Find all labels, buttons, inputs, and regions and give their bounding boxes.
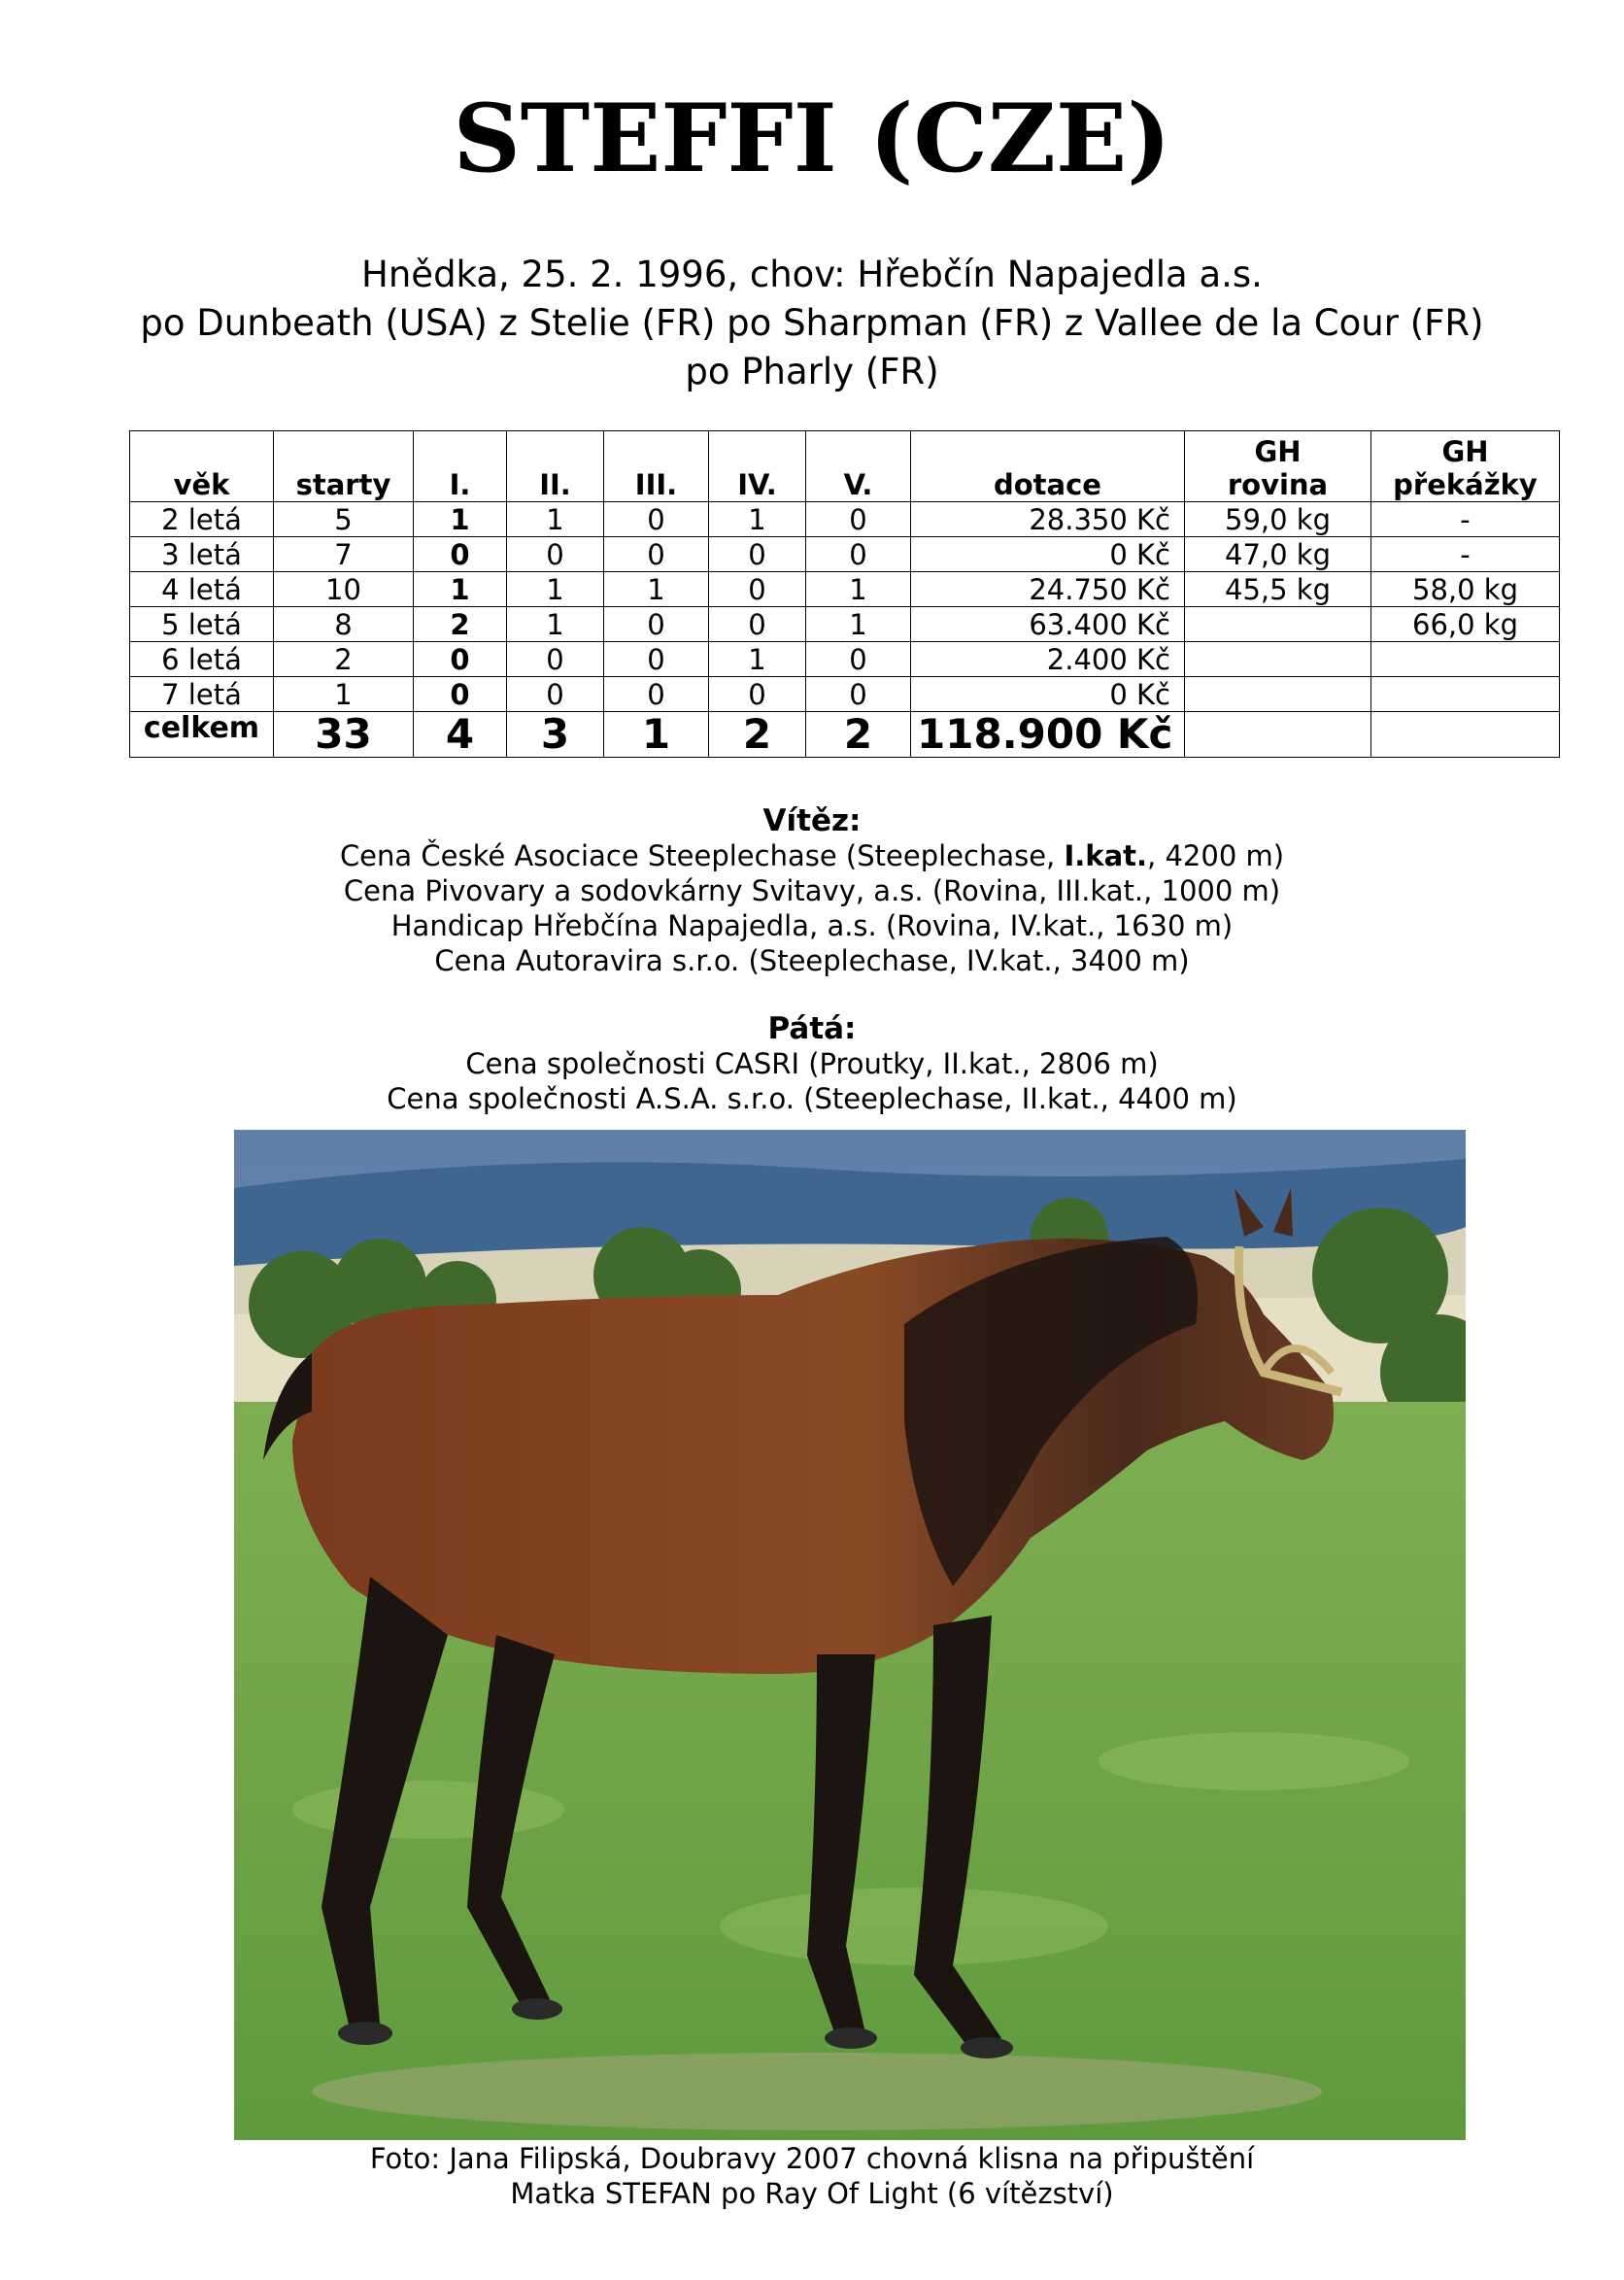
table-row (130, 642, 1560, 677)
cell-starts: 2 (274, 642, 414, 677)
cell-gh-jump: - (1371, 537, 1560, 572)
col-starts: starty (274, 431, 414, 502)
cell-place-2: 1 (507, 607, 604, 642)
col-gh-jump-line1: GH (1441, 435, 1489, 468)
col-gh-flat-line2: rovina (1227, 468, 1329, 501)
cell-place-4: 0 (709, 677, 806, 712)
fifth-place-line: Cena společnosti CASRI (Proutky, II.kat., 2806 m) (465, 1047, 1159, 1080)
cell-age: 5 letá (130, 607, 274, 642)
cell-place-3: 0 (604, 642, 709, 677)
cell-starts: 10 (274, 572, 414, 607)
table-header-row (130, 431, 1560, 502)
col-gh-flat (1185, 431, 1371, 502)
cell-place-4: 0 (709, 572, 806, 607)
cell-starts: 5 (274, 502, 414, 537)
cell-place-2: 0 (507, 537, 604, 572)
cell-place-5: 1 (806, 572, 911, 607)
fifth-place-heading: Pátá: (767, 1011, 857, 1046)
cell-prize: 63.400 Kč (911, 607, 1185, 642)
col-gh-flat-line1: GH (1254, 435, 1302, 468)
cell-place-1: 0 (414, 642, 507, 677)
fifth-place-section (0, 1011, 1624, 1116)
cell-place-5: 0 (806, 502, 911, 537)
cell-total-gh-flat (1185, 712, 1371, 758)
cell-place-2: 1 (507, 502, 604, 537)
cell-gh-jump: - (1371, 502, 1560, 537)
pedigree-line: po Dunbeath (USA) z Stelie (FR) po Sharpman (FR) z Vallee de la Cour (FR) (140, 302, 1484, 344)
cell-total-label: celkem (130, 712, 274, 758)
cell-place-4: 1 (709, 502, 806, 537)
table-row (130, 677, 1560, 712)
horse-photo (234, 1130, 1466, 2140)
cell-place-2: 0 (507, 642, 604, 677)
cell-gh-jump: 58,0 kg (1371, 572, 1560, 607)
cell-place-5: 0 (806, 537, 911, 572)
cell-age: 2 letá (130, 502, 274, 537)
wins-heading: Vítěz: (762, 803, 862, 838)
win-line-category: I.kat. (1064, 839, 1148, 872)
table-row (130, 502, 1560, 537)
col-place-4: IV. (709, 431, 806, 502)
cell-total-prize: 118.900 Kč (911, 712, 1185, 758)
cell-place-1: 0 (414, 677, 507, 712)
cell-starts: 8 (274, 607, 414, 642)
win-line-text: , 4200 m) (1147, 839, 1285, 872)
cell-place-4: 0 (709, 607, 806, 642)
caption-line: Foto: Jana Filipská, Doubravy 2007 chovná klisna na připuštění (369, 2142, 1255, 2175)
cell-gh-flat: 47,0 kg (1185, 537, 1371, 572)
cell-place-4: 1 (709, 642, 806, 677)
cell-prize: 0 Kč (911, 537, 1185, 572)
cell-place-3: 1 (604, 572, 709, 607)
horse-pedigree (0, 251, 1624, 396)
cell-place-1: 1 (414, 572, 507, 607)
cell-age: 4 letá (130, 572, 274, 607)
col-age: věk (130, 431, 274, 502)
cell-place-3: 0 (604, 502, 709, 537)
win-line (0, 838, 1624, 873)
pedigree-line: po Pharly (FR) (685, 351, 939, 392)
cell-gh-flat: 45,5 kg (1185, 572, 1371, 607)
cell-gh-flat: 59,0 kg (1185, 502, 1371, 537)
photo-caption (0, 2141, 1624, 2211)
table-total-row (130, 712, 1560, 758)
col-place-2: II. (507, 431, 604, 502)
cell-place-2: 0 (507, 677, 604, 712)
cell-gh-jump: 66,0 kg (1371, 607, 1560, 642)
table-row (130, 607, 1560, 642)
cell-place-5: 1 (806, 607, 911, 642)
win-line: Cena Autoravira s.r.o. (Steeplechase, IV.kat., 3400 m) (434, 944, 1190, 977)
cell-total-place-2: 3 (507, 712, 604, 758)
col-place-5: V. (806, 431, 911, 502)
table-row (130, 572, 1560, 607)
cell-total-place-4: 2 (709, 712, 806, 758)
col-place-1: I. (414, 431, 507, 502)
caption-line: Matka STEFAN po Ray Of Light (6 vítězství) (510, 2177, 1114, 2210)
col-place-3: III. (604, 431, 709, 502)
cell-prize: 28.350 Kč (911, 502, 1185, 537)
cell-place-1: 1 (414, 502, 507, 537)
cell-gh-flat (1185, 677, 1371, 712)
cell-place-4: 0 (709, 537, 806, 572)
cell-starts: 7 (274, 537, 414, 572)
cell-prize: 24.750 Kč (911, 572, 1185, 607)
col-gh-jump (1371, 431, 1560, 502)
race-record-table (129, 430, 1560, 758)
cell-gh-flat (1185, 607, 1371, 642)
cell-place-3: 0 (604, 537, 709, 572)
cell-prize: 2.400 Kč (911, 642, 1185, 677)
cell-total-starts: 33 (274, 712, 414, 758)
cell-gh-jump (1371, 642, 1560, 677)
cell-total-gh-jump (1371, 712, 1560, 758)
cell-total-place-5: 2 (806, 712, 911, 758)
cell-gh-jump (1371, 677, 1560, 712)
col-prize: dotace (911, 431, 1185, 502)
cell-place-1: 2 (414, 607, 507, 642)
pedigree-line: Hnědka, 25. 2. 1996, chov: Hřebčín Napajedla a.s. (361, 254, 1263, 295)
page-title: STEFFI (CZE) (453, 84, 1171, 193)
win-line: Handicap Hřebčína Napajedla, a.s. (Rovina, IV.kat., 1630 m) (390, 909, 1234, 942)
cell-starts: 1 (274, 677, 414, 712)
cell-place-1: 0 (414, 537, 507, 572)
table-row (130, 537, 1560, 572)
cell-place-5: 0 (806, 677, 911, 712)
cell-total-place-3: 1 (604, 712, 709, 758)
cell-place-3: 0 (604, 607, 709, 642)
cell-age: 7 letá (130, 677, 274, 712)
cell-age: 3 letá (130, 537, 274, 572)
cell-place-2: 1 (507, 572, 604, 607)
win-line-text: Cena České Asociace Steeplechase (Steeplechase, (339, 839, 1065, 872)
cell-gh-flat (1185, 642, 1371, 677)
fifth-place-line: Cena společnosti A.S.A. s.r.o. (Steeplechase, II.kat., 4400 m) (387, 1082, 1237, 1115)
cell-total-place-1: 4 (414, 712, 507, 758)
wins-section (0, 803, 1624, 978)
cell-age: 6 letá (130, 642, 274, 677)
win-line: Cena Pivovary a sodovkárny Svitavy, a.s. (Rovina, III.kat., 1000 m) (343, 874, 1281, 907)
cell-place-5: 0 (806, 642, 911, 677)
cell-prize: 0 Kč (911, 677, 1185, 712)
cell-place-3: 0 (604, 677, 709, 712)
col-gh-jump-line2: překážky (1393, 468, 1538, 501)
